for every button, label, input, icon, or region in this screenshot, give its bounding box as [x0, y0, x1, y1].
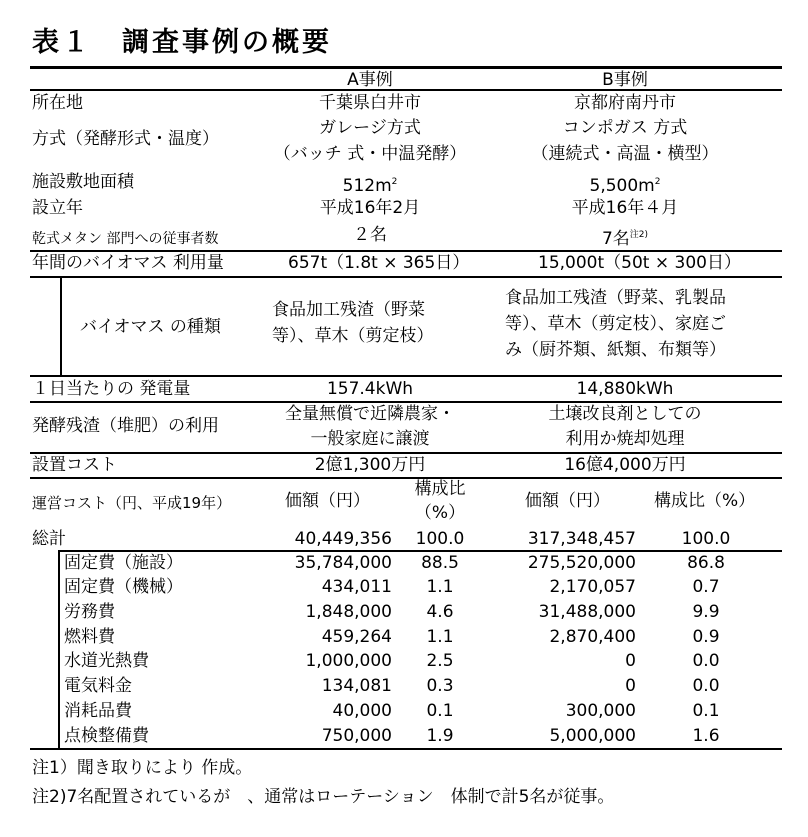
label-method: 方式（発酵形式・温度）: [32, 129, 219, 149]
value-year-b: 平成16年４月: [571, 198, 679, 218]
value-year-a: 平成16年2月: [319, 198, 421, 218]
item-ratio-a: 2.5: [426, 651, 454, 671]
item-price-b: 2,170,057: [549, 577, 636, 597]
value-area-b: [545, 173, 705, 196]
item-price-b: 0: [625, 676, 636, 696]
label-cost: 設置コスト: [32, 455, 117, 475]
page-title: 表１ 調査事例の概要: [32, 27, 332, 58]
item-price-a: 434,011: [321, 577, 392, 597]
staff-b-sup: 注2): [629, 230, 649, 240]
item-label: 点検整備費: [64, 726, 149, 746]
value-biomass-type-a-1: 食品加工残渣（野菜: [272, 300, 425, 320]
item-label: 消耗品費: [64, 701, 132, 721]
value-total-a: 40,449,356: [294, 529, 392, 549]
item-price-b: 2,870,400: [549, 627, 636, 647]
rule-after-biomass-use: [30, 276, 782, 278]
item-price-a: 40,000: [332, 701, 392, 721]
value-biomass-type-b-1: 食品加工残渣（野菜、乳製品: [505, 288, 726, 308]
item-label: 固定費（施設）: [64, 553, 183, 573]
value-power-b: 14,880kWh: [576, 379, 674, 399]
rule-items-left: [58, 550, 60, 749]
header-ratio-a-2: （%）: [414, 503, 466, 523]
column-header-a: A事例: [347, 70, 393, 90]
item-price-a: 134,081: [321, 676, 392, 696]
header-price-a: 価額（円）: [285, 491, 370, 511]
value-residue-b-1: 土壌改良剤としての: [548, 404, 702, 424]
item-ratio-b: 0.7: [692, 577, 720, 597]
value-location-b: 京都府南丹市: [574, 93, 676, 113]
item-ratio-a: 1.1: [426, 627, 454, 647]
value-method-a-2: （バッチ 式・中温発酵）: [273, 144, 467, 164]
rule-items-top: [58, 550, 782, 552]
rule-after-biomass-type: [30, 375, 782, 377]
item-price-b: 275,520,000: [527, 553, 636, 573]
label-location: 所在地: [32, 93, 83, 113]
item-price-a: 459,264: [321, 627, 392, 647]
value-biomass-type-b-3: み（厨芥類、紙類、布類等）: [505, 340, 726, 360]
value-cost-a: 2億1,300万円: [314, 455, 426, 475]
label-biomass-use: 年間のバイオマス 利用量: [32, 253, 224, 273]
label-total: 総計: [32, 529, 66, 549]
item-ratio-b: 0.9: [692, 627, 720, 647]
header-ratio-a-1: 構成比: [414, 479, 466, 499]
item-label: 電気料金: [64, 676, 132, 696]
rule-items-bottom: [30, 748, 782, 750]
value-cost-b: 16億4,000万円: [564, 455, 686, 475]
item-price-b: 5,000,000: [549, 726, 636, 746]
item-ratio-a: 0.3: [426, 676, 454, 696]
item-ratio-b: 0.0: [692, 651, 720, 671]
item-label: 水道光熱費: [64, 651, 149, 671]
rule-top: [30, 66, 782, 69]
value-biomass-use-a: 657t（1.8t × 365日）: [288, 253, 470, 273]
value-biomass-type-a-2: 等）、草木（剪定枝）: [272, 326, 434, 346]
label-power: １日当たりの 発電量: [32, 379, 191, 399]
label-biomass-type: バイオマス の種類: [80, 317, 221, 337]
item-price-b: 31,488,000: [538, 602, 636, 622]
value-biomass-type-b-2: 等）、草木（剪定枝）、家庭ご: [505, 314, 726, 334]
area-a-sup: 2: [391, 177, 398, 187]
label-year: 設立年: [32, 198, 83, 218]
rule-after-cost: [30, 477, 782, 479]
value-area-a: [290, 173, 450, 196]
item-ratio-b: 0.0: [692, 676, 720, 696]
item-label: 燃料費: [64, 627, 115, 647]
area-b-sup: 2: [654, 177, 661, 187]
column-header-b: B事例: [602, 70, 648, 90]
item-ratio-a: 88.5: [421, 553, 459, 573]
value-method-b-2: （連続式・高温・横型）: [531, 144, 719, 164]
header-price-b: 価額（円）: [525, 491, 610, 511]
value-power-a: 157.4kWh: [326, 379, 414, 399]
item-ratio-a: 1.9: [426, 726, 454, 746]
item-ratio-a: 0.1: [426, 701, 454, 721]
item-ratio-b: 1.6: [692, 726, 720, 746]
value-method-a-1: ガレージ方式: [319, 118, 421, 138]
rule-after-power: [30, 401, 782, 403]
item-price-a: 1,848,000: [305, 602, 392, 622]
item-ratio-a: 4.6: [426, 602, 454, 622]
label-op-cost: 運営コスト（円、平成19年）: [32, 494, 232, 512]
staff-b-text: 7名: [601, 229, 630, 249]
item-price-a: 35,784,000: [294, 553, 392, 573]
value-biomass-use-b: 15,000t（50t × 300日）: [538, 253, 741, 273]
area-b-text: 5,500m: [589, 176, 655, 196]
value-residue-a-1: 全量無償で近隣農家・: [285, 404, 455, 424]
item-price-b: 0: [625, 651, 636, 671]
item-ratio-a: 1.1: [426, 577, 454, 597]
item-ratio-b: 9.9: [692, 602, 720, 622]
value-residue-b-2: 利用か焼却処理: [565, 429, 685, 449]
label-staff: 乾式メタン 部門への従事者数: [32, 231, 219, 247]
item-ratio-b: 0.1: [692, 701, 720, 721]
item-price-b: 300,000: [565, 701, 636, 721]
rule-after-residue: [30, 452, 782, 454]
item-price-a: 750,000: [321, 726, 392, 746]
area-a-text: 512m: [342, 176, 392, 196]
item-label: 固定費（機械）: [64, 577, 183, 597]
value-location-a: 千葉県白井市: [319, 93, 421, 113]
header-ratio-b: 構成比（%）: [654, 491, 756, 511]
box-left-biomass-type: [60, 276, 62, 376]
value-total-b: 317,348,457: [527, 529, 636, 549]
value-staff-b: [545, 226, 705, 249]
value-method-b-1: コンポガス 方式: [562, 118, 688, 138]
label-residue: 発酵残渣（堆肥）の利用: [32, 416, 219, 436]
value-staff-a: ２名: [353, 225, 387, 245]
rule-after-staff: [30, 250, 782, 252]
item-label: 労務費: [64, 602, 115, 622]
value-total-br: 100.0: [681, 529, 731, 549]
item-ratio-b: 86.8: [687, 553, 725, 573]
item-price-a: 1,000,000: [305, 651, 392, 671]
value-residue-a-2: 一般家庭に譲渡: [310, 429, 430, 449]
value-total-ar: 100.0: [415, 529, 465, 549]
note-2: 注2)7名配置されているが 、通常はローテーション 体制で計5名が従事。: [32, 787, 615, 807]
label-area: 施設敷地面積: [32, 172, 134, 192]
note-1: 注1）聞き取りにより 作成。: [32, 758, 253, 778]
